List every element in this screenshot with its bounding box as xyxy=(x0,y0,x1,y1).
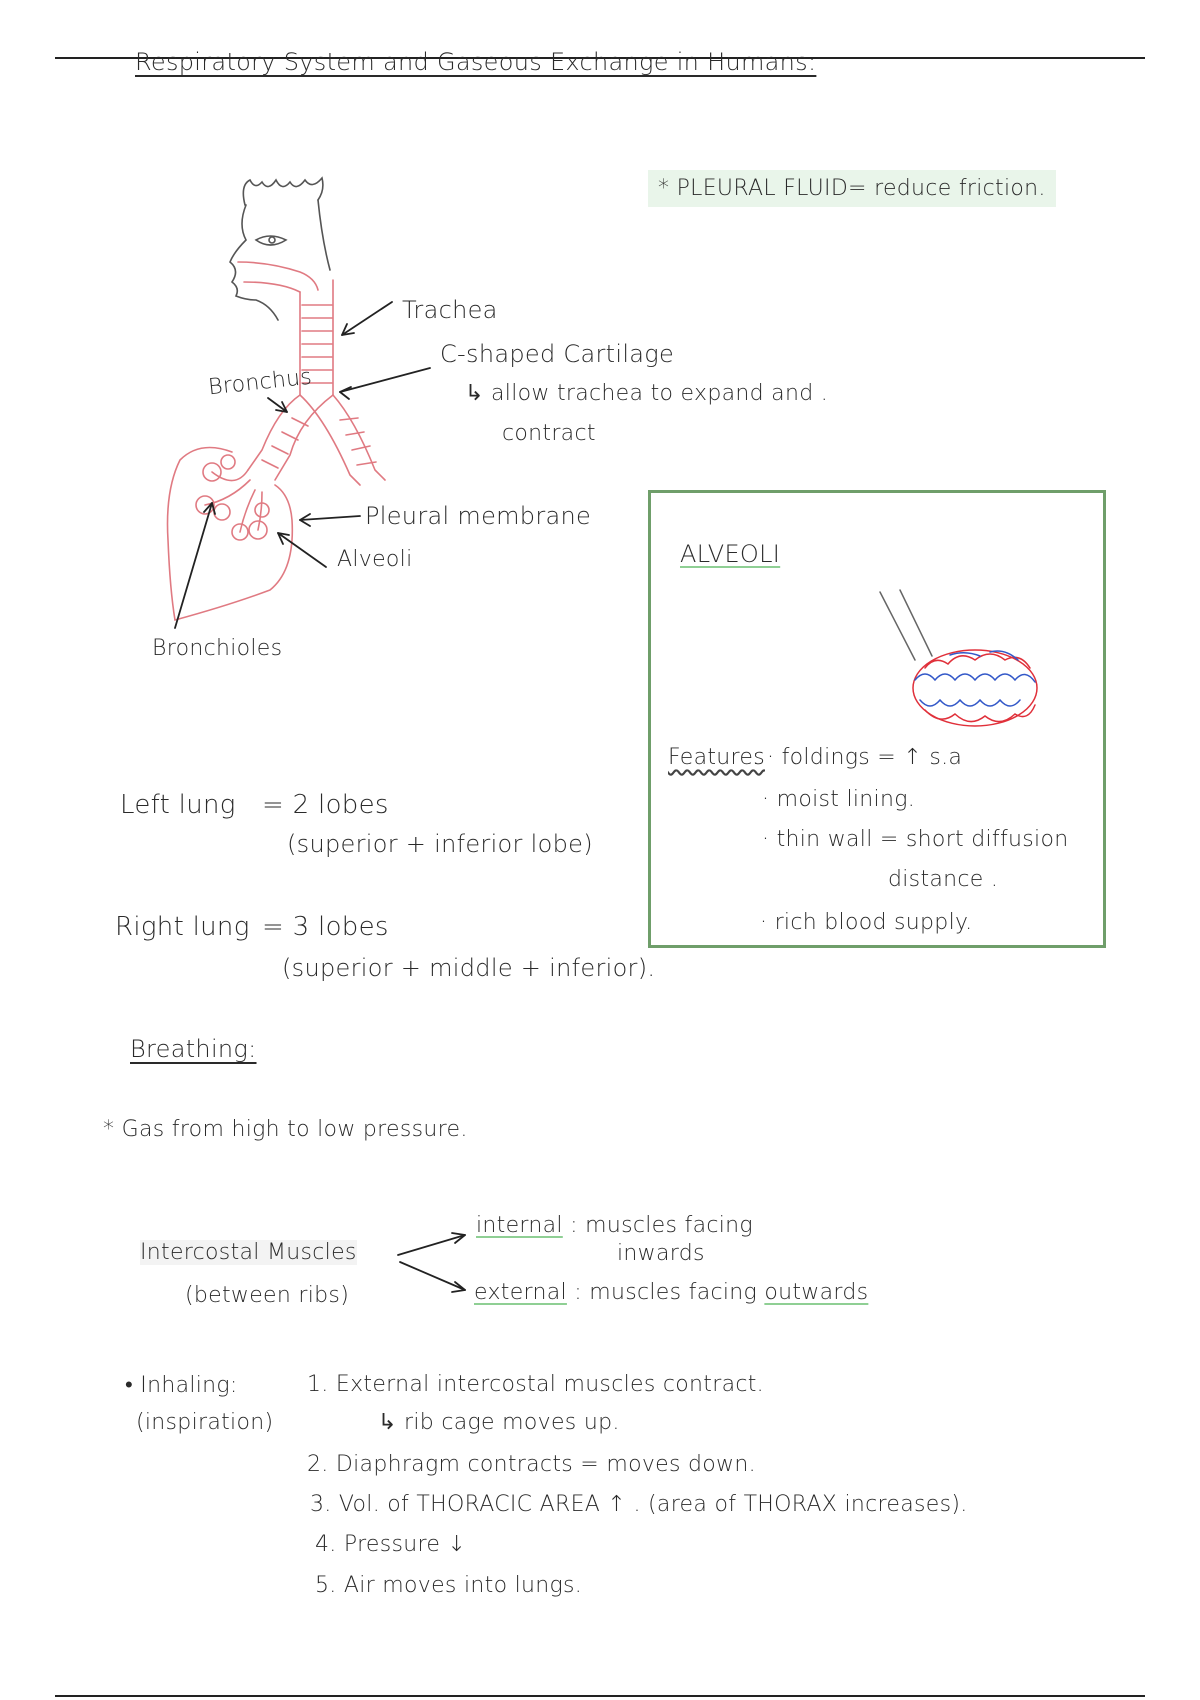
inhaling-step: 3. Vol. of THORACIC AREA ↑ . (area of THORAX increases). xyxy=(310,1492,968,1517)
page-title: Respiratory System and Gaseous Exchange in Humans: xyxy=(135,48,817,76)
external-word: external xyxy=(474,1280,567,1305)
right-lung-label: Right lung xyxy=(115,912,250,942)
internal-word: internal xyxy=(476,1213,563,1238)
intercostal-muscles-label: Intercostal Muscles xyxy=(140,1240,357,1265)
feature-item: : · foldings = ↑ s.a xyxy=(752,745,963,770)
feature-item: · rich blood supply. xyxy=(760,910,973,935)
features-label: Features xyxy=(668,745,765,770)
internal-description: : muscles facing xyxy=(570,1213,753,1238)
left-lung-detail: (superior + inferior lobe) xyxy=(287,830,593,858)
label-bronchioles: Bronchioles xyxy=(152,636,283,661)
inhaling-step-sub: ↳ rib cage moves up. xyxy=(378,1410,620,1435)
left-lung-label: Left lung xyxy=(120,790,236,820)
label-pleural-membrane: Pleural membrane xyxy=(365,502,592,530)
internal-muscles-line xyxy=(476,1213,753,1238)
gas-pressure-note: * Gas from high to low pressure. xyxy=(103,1117,468,1142)
external-description: : muscles facing xyxy=(574,1280,758,1305)
inhaling-step: 1. External intercostal muscles contract. xyxy=(307,1372,764,1397)
inhaling-step: 2. Diaphragm contracts = moves down. xyxy=(307,1452,756,1477)
feature-item: distance . xyxy=(888,867,999,892)
label-cartilage-note-2: contract xyxy=(502,421,596,446)
external-outwards: outwards xyxy=(764,1280,869,1305)
external-muscles-line xyxy=(474,1280,868,1305)
pleural-fluid-note: * PLEURAL FLUID= reduce friction. xyxy=(648,170,1056,207)
inhaling-label: • Inhaling: xyxy=(125,1373,238,1398)
alveoli-heading: ALVEOLI xyxy=(680,540,781,568)
left-lung-value: = 2 lobes xyxy=(262,790,389,820)
feature-item: · thin wall = short diffusion xyxy=(762,827,1069,852)
internal-muscles-cont: inwards xyxy=(617,1241,705,1266)
label-cartilage: C-shaped Cartilage xyxy=(440,340,675,368)
label-alveoli: Alveoli xyxy=(337,547,413,572)
label-trachea: Trachea xyxy=(402,296,498,324)
breathing-heading: Breathing: xyxy=(130,1035,257,1063)
label-cartilage-note-1: ↳ allow trachea to expand and . xyxy=(465,381,829,406)
right-lung-value: = 3 lobes xyxy=(262,912,389,942)
inhaling-sub: (inspiration) xyxy=(136,1410,274,1435)
intercostal-muscles-sub: (between ribs) xyxy=(185,1283,350,1308)
inhaling-step: 4. Pressure ↓ xyxy=(315,1532,467,1557)
right-lung-detail: (superior + middle + inferior). xyxy=(282,954,656,982)
label-bronchus: Bronchus xyxy=(206,364,314,401)
feature-item: · moist lining. xyxy=(762,787,915,812)
inhaling-step: 5. Air moves into lungs. xyxy=(315,1573,583,1598)
